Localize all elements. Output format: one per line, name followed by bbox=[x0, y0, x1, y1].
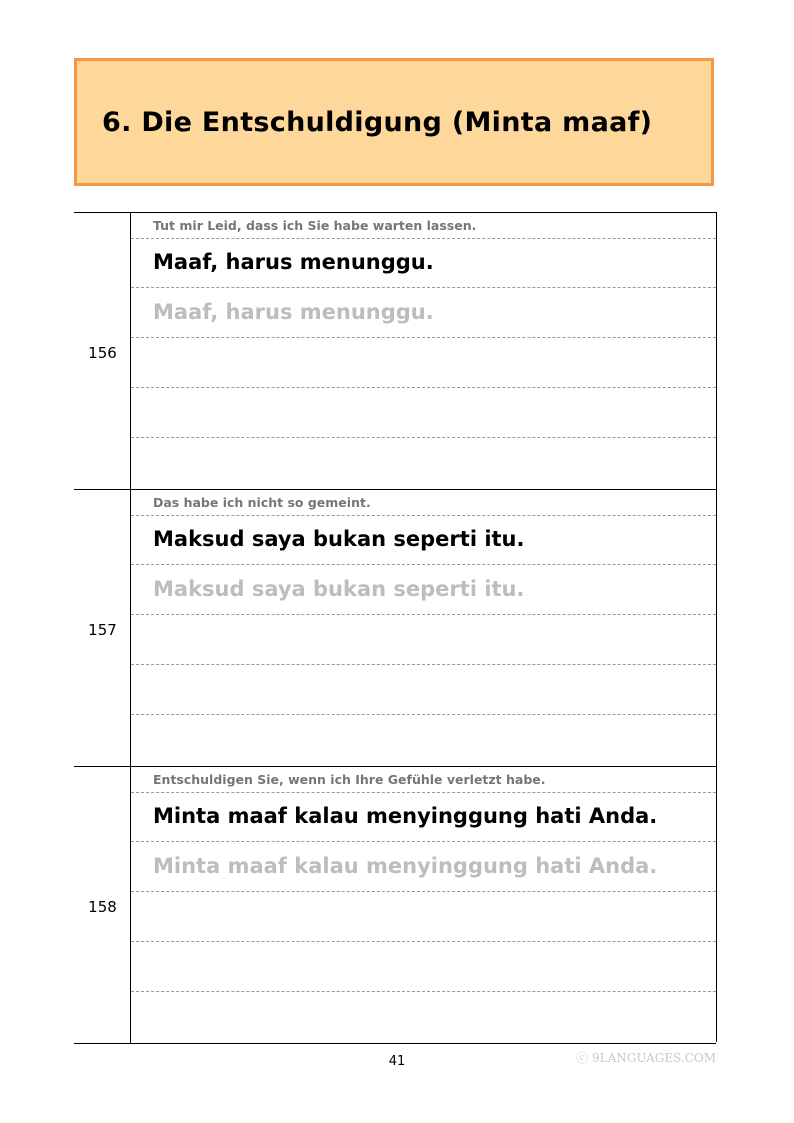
german-sentence: Das habe ich nicht so gemeint. bbox=[153, 495, 371, 510]
number-cell bbox=[74, 490, 131, 766]
entry-number: 156 bbox=[88, 344, 117, 362]
model-row bbox=[131, 515, 716, 565]
german-row bbox=[131, 490, 716, 516]
trace-row bbox=[131, 288, 716, 338]
trace-row bbox=[131, 842, 716, 892]
number-cell bbox=[74, 213, 131, 489]
model-row bbox=[131, 238, 716, 288]
blank-writing-line[interactable] bbox=[131, 665, 716, 715]
title-banner bbox=[74, 58, 714, 186]
indonesian-sentence: Maksud saya bukan seperti itu. bbox=[153, 527, 525, 551]
blank-writing-line[interactable] bbox=[131, 992, 716, 1042]
entry-block bbox=[74, 767, 716, 1044]
page-number: 41 bbox=[388, 1054, 406, 1069]
writing-lines bbox=[131, 490, 716, 766]
german-sentence: Entschuldigen Sie, wenn ich Ihre Gefühle verletzt habe. bbox=[153, 772, 546, 787]
practice-sheet bbox=[74, 212, 717, 1042]
german-row bbox=[131, 213, 716, 239]
blank-writing-line[interactable] bbox=[131, 715, 716, 765]
german-sentence: Tut mir Leid, dass ich Sie habe warten lassen. bbox=[153, 218, 477, 233]
blank-writing-line[interactable] bbox=[131, 892, 716, 942]
page-title: 6. Die Entschuldigung (Minta maaf) bbox=[102, 107, 653, 138]
german-row bbox=[131, 767, 716, 793]
entry-number: 157 bbox=[88, 621, 117, 639]
indonesian-sentence: Maaf, harus menunggu. bbox=[153, 250, 434, 274]
number-cell bbox=[74, 767, 131, 1043]
blank-writing-line[interactable] bbox=[131, 942, 716, 992]
entry-number: 158 bbox=[88, 898, 117, 916]
trace-sentence: Minta maaf kalau menyinggung hati Anda. bbox=[153, 854, 658, 878]
model-row bbox=[131, 792, 716, 842]
trace-row bbox=[131, 565, 716, 615]
blank-writing-line[interactable] bbox=[131, 615, 716, 665]
writing-lines bbox=[131, 213, 716, 489]
blank-writing-line[interactable] bbox=[131, 388, 716, 438]
copyright-notice: ⓒ 9LANGUAGES.COM bbox=[576, 1051, 716, 1065]
indonesian-sentence: Minta maaf kalau menyinggung hati Anda. bbox=[153, 804, 658, 828]
entry-block bbox=[74, 213, 716, 490]
trace-sentence: Maaf, harus menunggu. bbox=[153, 300, 434, 324]
blank-writing-line[interactable] bbox=[131, 338, 716, 388]
writing-lines bbox=[131, 767, 716, 1043]
entry-block bbox=[74, 490, 716, 767]
trace-sentence: Maksud saya bukan seperti itu. bbox=[153, 577, 525, 601]
blank-writing-line[interactable] bbox=[131, 438, 716, 488]
